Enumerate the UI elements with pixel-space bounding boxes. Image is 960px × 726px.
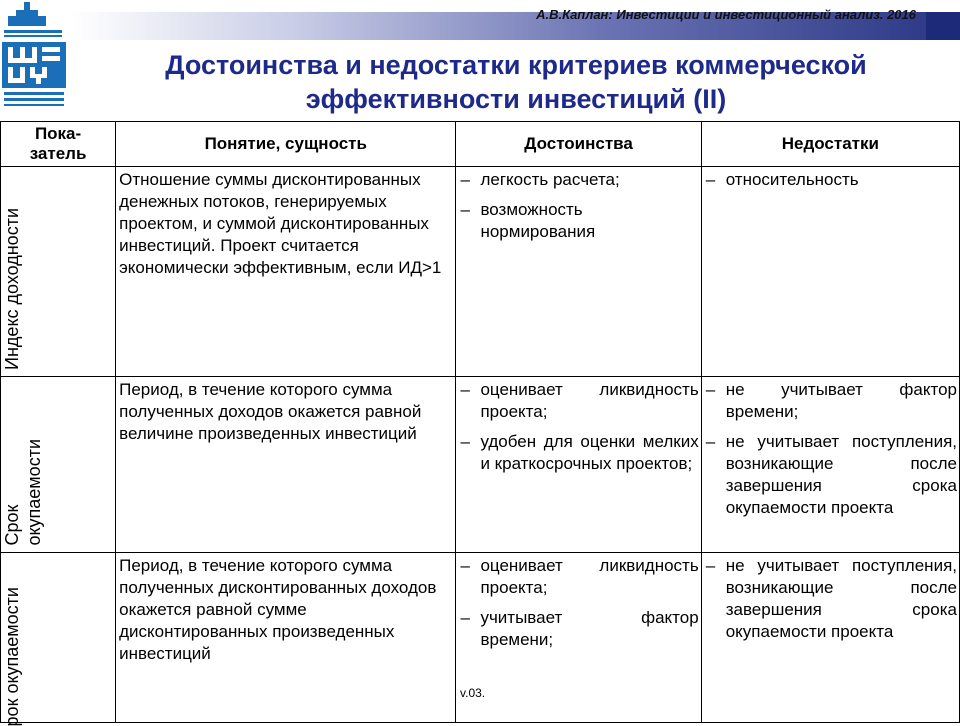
advantages-list — [456, 553, 700, 651]
list-item: – учитывает фактор времени; — [460, 608, 699, 649]
title-line-1: Достоинства и недостатки критериев коммерческой — [165, 50, 867, 80]
row-indicator-cell — [1, 167, 116, 377]
header-indicator: Пока- затель — [1, 122, 116, 167]
row-indicator-cell — [1, 377, 116, 553]
table-row — [1, 167, 960, 377]
list-item: – возможность нормирования — [460, 200, 596, 241]
slide-title — [72, 48, 960, 116]
header-disadvantages: Недостатки — [701, 122, 959, 167]
row-indicator: рок окупаемости — [2, 586, 22, 726]
list-item: – оценивает ликвидность проекта; — [460, 380, 699, 421]
header-corner — [926, 12, 960, 40]
header-concept: Понятие, сущность — [116, 122, 456, 167]
university-logo — [0, 0, 72, 118]
list-item: – удобен для оценки мелких и краткосрочных проектов; — [460, 432, 699, 473]
disadvantages-list — [702, 377, 959, 519]
header-caption: А.В.Каплан: Инвестиции и инвестиционный анализ. 2016 — [536, 7, 916, 22]
row-indicator-cell — [1, 553, 116, 726]
table-header-row — [1, 122, 960, 167]
disadvantages-list — [702, 553, 959, 643]
row-concept: Период, в течение которого сумма полученных дисконтированных доходов окажется равной сумме дисконтированных произведенных инвестиций — [119, 556, 437, 663]
list-item: – относительность — [705, 170, 859, 189]
row-concept: Отношение суммы дисконтированных денежных потоков, генерируемых проектом, и суммой дисконтированных инвестиций. Проект считается экономически эффективным, если ИД>1 — [119, 170, 442, 277]
header-advantages: Достоинства — [456, 122, 701, 167]
criteria-table — [0, 121, 960, 726]
list-item: – не учитывает поступления, возникающие после завершения срока окупаемости проекта — [705, 432, 957, 517]
row-indicator: Индекс доходности — [2, 208, 22, 370]
list-item: – не учитывает поступления, возникающие после завершения срока окупаемости проекта — [705, 556, 957, 641]
disadvantages-list — [702, 167, 959, 191]
title-line-2: эффективности инвестиций (II) — [305, 84, 727, 114]
version-label: v.03. — [460, 686, 486, 700]
table-row — [1, 377, 960, 553]
list-item: – не учитывает фактор времени; — [705, 380, 957, 421]
row-concept: Период, в течение которого сумма полученных доходов окажется равной величине произведенных инвестиций — [119, 380, 422, 443]
row-indicator: Срок окупаемости — [2, 439, 44, 546]
advantages-list — [456, 167, 700, 243]
list-item: – оценивает ликвидность проекта; — [460, 556, 699, 597]
list-item: – легкость расчета; — [460, 170, 620, 189]
advantages-list — [456, 377, 700, 475]
